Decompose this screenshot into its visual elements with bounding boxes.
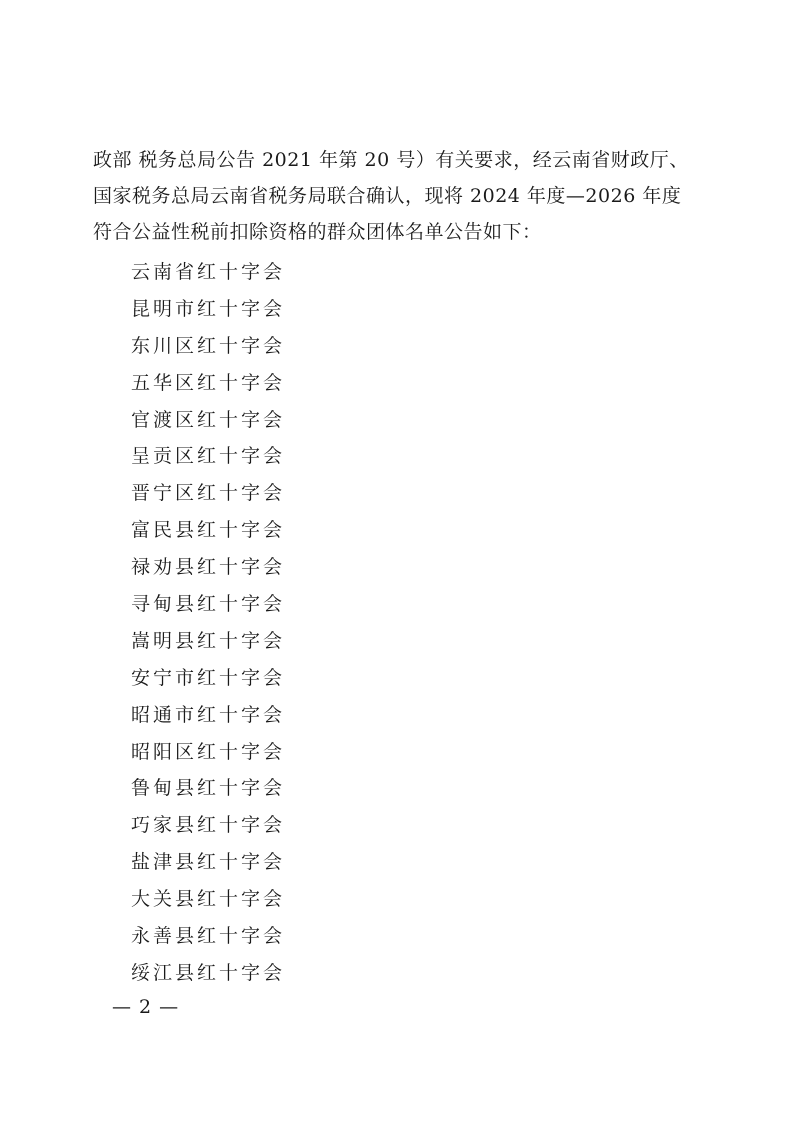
list-item: 盐津县红十字会: [131, 851, 286, 874]
list-item: 昭通市红十字会: [131, 703, 286, 726]
list-item: 官渡区红十字会: [131, 408, 286, 431]
list-item: 呈贡区红十字会: [131, 445, 286, 468]
list-item: 永善县红十字会: [131, 925, 286, 948]
list-item: 云南省红十字会: [131, 261, 286, 283]
list-item: 昆明市红十字会: [131, 297, 286, 320]
list-item: 晋宁区红十字会: [131, 482, 286, 505]
list-item: 寻甸县红十字会: [131, 593, 286, 616]
intro-line: 国家税务总局云南省税务局联合确认，现将 2024 年度—2026 年度: [93, 185, 682, 207]
list-item: 巧家县红十字会: [131, 814, 286, 837]
list-item: 东川区红十字会: [131, 334, 286, 357]
list-item: 安宁市红十字会: [131, 666, 286, 689]
intro-line: 符合公益性税前扣除资格的群众团体名单公告如下：: [93, 221, 542, 243]
intro-paragraph: [93, 142, 693, 250]
list-item: 五华区红十字会: [131, 371, 286, 394]
organization-list: [131, 254, 285, 992]
intro-line: 政部 税务总局公告 2021 年第 20 号）有关要求，经云南省财政厅、: [93, 149, 689, 171]
list-item: 富民县红十字会: [131, 519, 286, 542]
list-item: 大关县红十字会: [131, 888, 286, 911]
list-item: 昭阳区红十字会: [131, 740, 286, 763]
list-item: 绥江县红十字会: [131, 961, 286, 984]
page-number: — 2 —: [112, 996, 180, 1018]
list-item: 鲁甸县红十字会: [131, 777, 286, 800]
list-item: 嵩明县红十字会: [131, 629, 286, 652]
list-item: 禄劝县红十字会: [131, 556, 286, 579]
